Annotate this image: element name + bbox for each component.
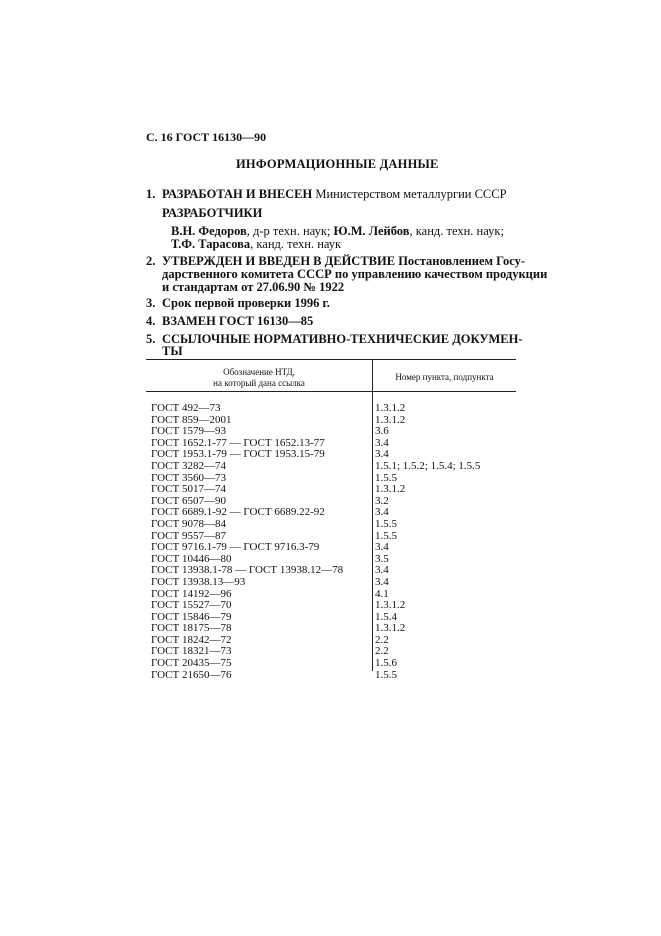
table-cell-doc: ГОСТ 1579—93	[151, 425, 226, 438]
developer-degree: , канд. техн. наук;	[409, 224, 504, 238]
table-cell-ref: 3.5	[375, 552, 389, 565]
table-row	[146, 403, 516, 415]
table-cell-doc: ГОСТ 18321—73	[151, 645, 232, 658]
developer-name: В.Н. Федоров	[171, 224, 247, 238]
page-header: С. 16 ГОСТ 16130—90	[146, 130, 267, 144]
item-1	[146, 188, 507, 201]
item-lead: УТВЕРЖДЕН И ВВЕДЕН В ДЕЙСТВИЕ	[162, 254, 396, 268]
item-number: 2.	[146, 254, 156, 268]
table-cell-ref: 2.2	[375, 633, 389, 646]
table-cell-doc: ГОСТ 6689.1-92 — ГОСТ 6689.22-92	[151, 506, 325, 519]
item-lead: РАЗРАБОТАН И ВНЕСЕН	[162, 187, 313, 201]
reference-table	[146, 359, 516, 681]
table-cell-doc: ГОСТ 20435—75	[151, 657, 232, 670]
table-cell-ref: 1.5.6	[375, 657, 397, 670]
item-text: ССЫЛОЧНЫЕ НОРМАТИВНО-ТЕХНИЧЕСКИЕ ДОКУМЕН-	[162, 332, 523, 346]
developers-heading: РАЗРАБОТЧИКИ	[162, 206, 263, 220]
item-2-line-3: и стандартам от 27.06.90 № 1922	[162, 280, 345, 294]
table-row	[146, 484, 516, 496]
table-cell-ref: 3.6	[375, 425, 389, 438]
item-2-line-2: дарственного комитета СССР по управлению качеством продукции	[162, 267, 548, 281]
item-number: 1.	[146, 187, 156, 201]
developer-degree: , д-р техн. наук;	[246, 224, 334, 238]
table-cell-doc: ГОСТ 15846—79	[151, 610, 232, 623]
table-cell-doc: ГОСТ 9078—84	[151, 517, 226, 530]
table-cell-doc: ГОСТ 3282—74	[151, 459, 226, 472]
item-4	[146, 315, 313, 328]
table-cell-doc: ГОСТ 859—2001	[151, 413, 232, 426]
table-cell-doc: ГОСТ 21650—76	[151, 668, 232, 681]
column-header-ref: Номер пункта, подпункта	[395, 372, 494, 382]
table-cell-doc: ГОСТ 492—73	[151, 402, 221, 414]
table-cell-ref: 1.5.5	[375, 529, 397, 542]
item-text: Постановлением Госу-	[395, 254, 526, 268]
table-cell-ref: 3.4	[375, 506, 389, 519]
table-cell-ref: 1.5.5	[375, 668, 397, 681]
table-cell-doc: ГОСТ 9716.1-79 — ГОСТ 9716.3-79	[151, 541, 320, 554]
item-text: Срок первой проверки 1996 г.	[162, 296, 330, 310]
section-title: ИНФОРМАЦИОННЫЕ ДАННЫЕ	[236, 157, 439, 171]
table-row	[146, 577, 516, 589]
table-cell-ref: 3.4	[375, 541, 389, 554]
table-cell-doc: ГОСТ 15527—70	[151, 599, 232, 612]
table-cell-doc: ГОСТ 18175—78	[151, 622, 232, 635]
table-cell-doc: ГОСТ 3560—73	[151, 471, 226, 484]
developer-name: Т.Ф. Тарасова	[171, 237, 251, 251]
table-cell-doc: ГОСТ 18242—72	[151, 633, 232, 646]
item-5-line-2: ТЫ	[162, 344, 183, 358]
table-row	[146, 542, 516, 554]
table-cell-doc: ГОСТ 13938.13—93	[151, 575, 246, 588]
item-number: 3.	[146, 296, 156, 310]
table-cell-ref: 1.3.1.2	[375, 622, 406, 635]
table-top-rule	[146, 359, 516, 360]
table-row	[146, 519, 516, 531]
table-cell-ref: 1.5.5	[375, 517, 397, 530]
table-cell-ref: 2.2	[375, 645, 389, 658]
table-cell-doc: ГОСТ 1652.1-77 — ГОСТ 1652.13-77	[151, 436, 325, 449]
developer-name: Ю.М. Лейбов	[333, 224, 410, 238]
table-cell-ref: 1.3.1.2	[375, 402, 406, 414]
developers-line-2	[171, 238, 341, 251]
item-text: ВЗАМЕН ГОСТ 16130—85	[162, 314, 314, 328]
table-cell-doc: ГОСТ 10446—80	[151, 552, 232, 565]
item-3	[146, 297, 330, 310]
table-cell-ref: 1.3.1.2	[375, 599, 406, 612]
table-cell-doc: ГОСТ 5017—74	[151, 483, 226, 496]
table-body	[146, 403, 516, 681]
column-header-doc: Обозначение НТД, на который дана ссылка	[213, 367, 305, 388]
table-row	[146, 670, 516, 682]
table-cell-doc: ГОСТ 1953.1-79 — ГОСТ 1953.15-79	[151, 448, 325, 461]
table-row	[146, 461, 516, 473]
table-cell-ref: 3.4	[375, 575, 389, 588]
item-5	[146, 333, 523, 346]
table-cell-ref: 3.4	[375, 564, 389, 577]
table-cell-doc: ГОСТ 9557—87	[151, 529, 226, 542]
table-cell-ref: 1.5.5	[375, 471, 397, 484]
table-row	[146, 658, 516, 670]
item-text: Министерством металлургии СССР	[312, 187, 507, 201]
table-cell-ref: 4.1	[375, 587, 389, 600]
table-cell-ref: 3.4	[375, 436, 389, 449]
table-cell-ref: 1.3.1.2	[375, 483, 406, 496]
developer-degree: , канд. техн. наук	[250, 237, 342, 251]
table-cell-ref: 1.3.1.2	[375, 413, 406, 426]
item-number: 4.	[146, 314, 156, 328]
table-header-rule	[146, 391, 516, 392]
item-number: 5.	[146, 332, 156, 346]
table-row	[146, 600, 516, 612]
table-cell-doc: ГОСТ 6507—90	[151, 494, 226, 507]
table-cell-ref: 1.5.1; 1.5.2; 1.5.4; 1.5.5	[375, 459, 481, 472]
table-cell-ref: 3.4	[375, 448, 389, 461]
table-cell-ref: 3.2	[375, 494, 389, 507]
table-cell-ref: 1.5.4	[375, 610, 397, 623]
table-cell-doc: ГОСТ 13938.1-78 — ГОСТ 13938.12—78	[151, 564, 344, 577]
table-cell-doc: ГОСТ 14192—96	[151, 587, 232, 600]
